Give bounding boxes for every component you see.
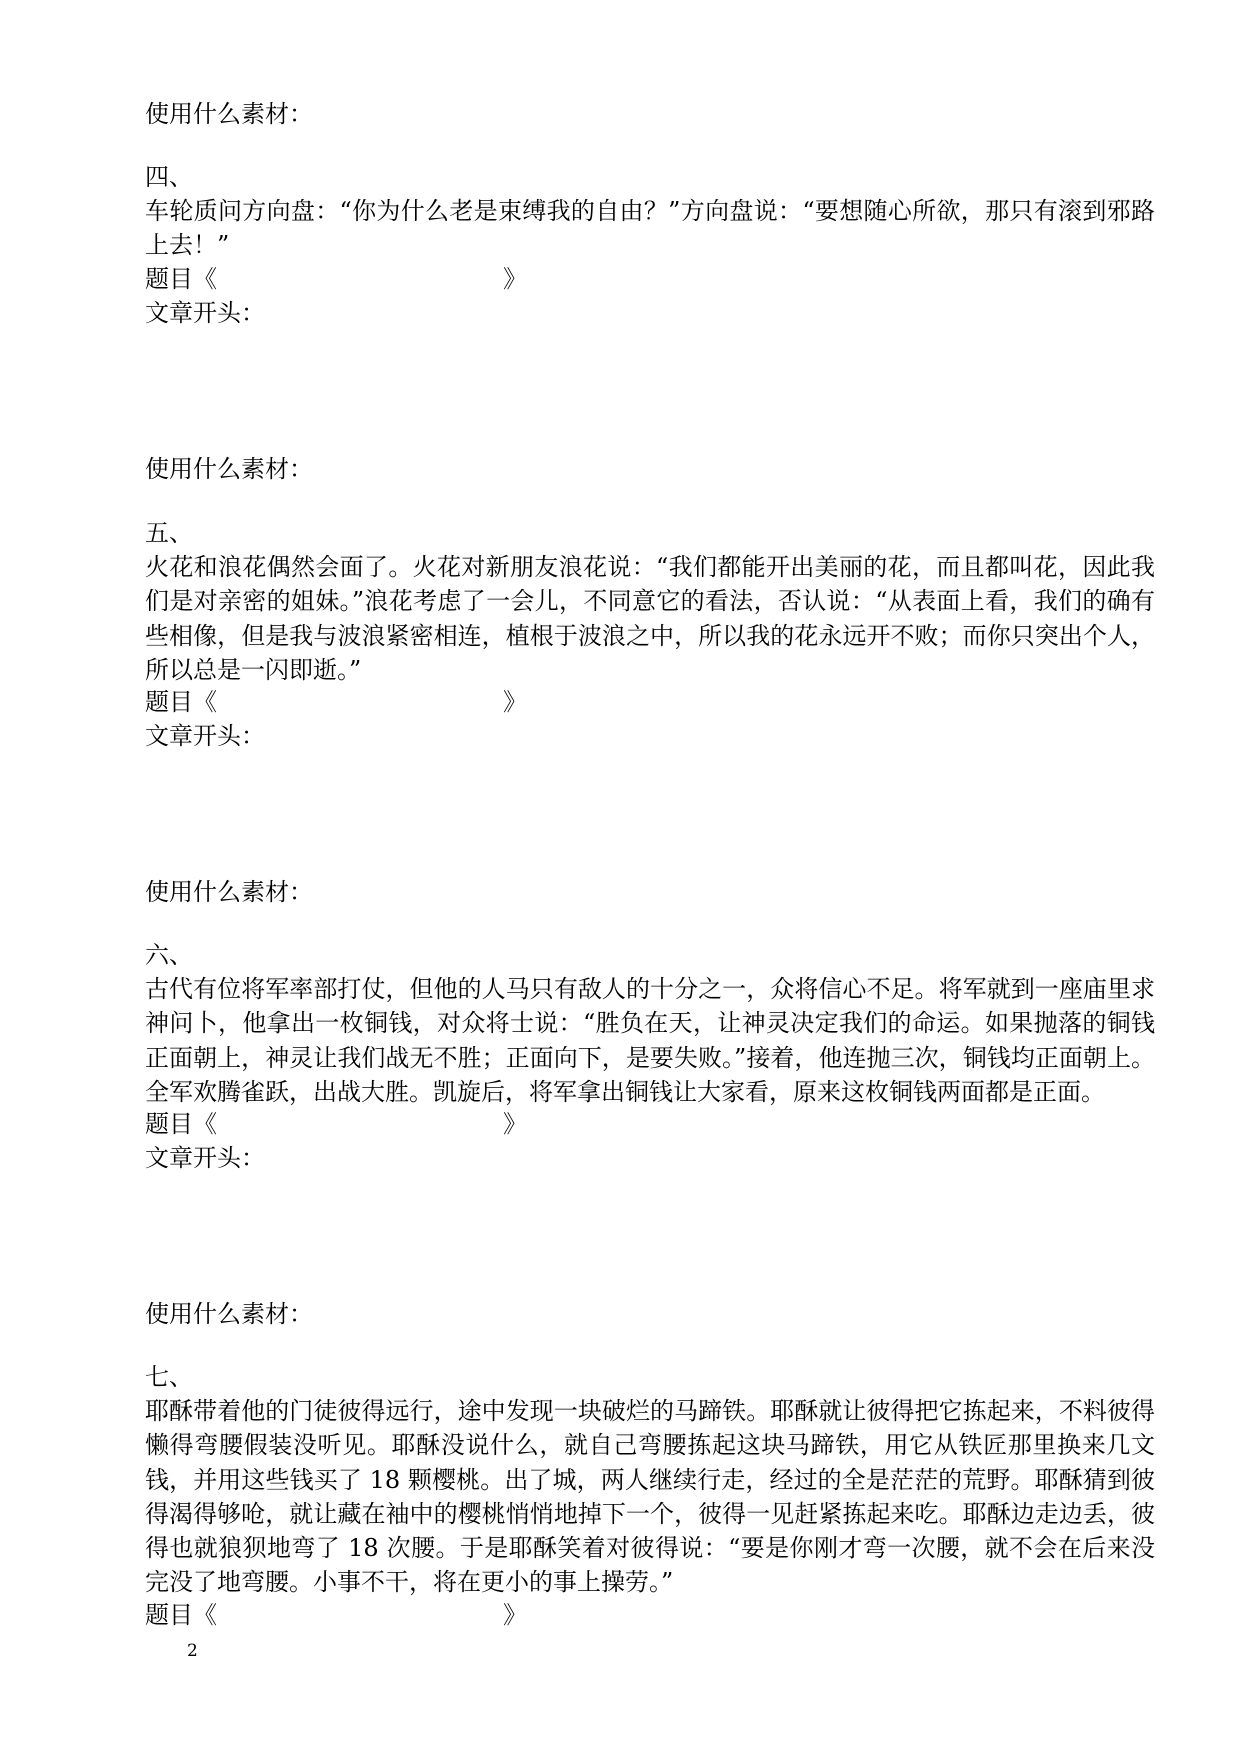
- material-label: 使用什么素材：: [145, 878, 313, 906]
- page-number: 2: [187, 1641, 198, 1661]
- section-body-five: 火花和浪花偶然会面了。火花对新朋友浪花说：“我们都能开出美丽的花，而且都叫花，因此我们是对亲密的姐妹。”浪花考虑了一会儿，不同意它的看法，否认说：“从表面上看，我们的确有些相像，但是我与波浪紧密相连，植根于波浪之中，所以我的花永远开不败；而你只突出个人，所以总是一闪即逝。”: [145, 553, 1155, 684]
- material-label: 使用什么素材：: [145, 455, 313, 483]
- section-body-seven: 耶酥带着他的门徒彼得远行，途中发现一块破烂的马蹄铁。耶酥就让彼得把它拣起来，不料彼得懒得弯腰假装没听见。耶酥没说什么，就自己弯腰拣起这块马蹄铁，用它从铁匠那里换来几文钱，并用这些钱买了 18 颗樱桃。出了城，两人继续行走，经过的全是茫茫的荒野。耶酥猜到彼得渴得够呛，就让藏在袖中的樱桃悄悄地掉下一个，彼得一见赶紧拣起来吃。耶酥边走边丢，彼得也就狼狈地弯了 18 次腰。于是耶酥笑着对彼得说：“要是你刚才弯一次腰，就不会在后来没完没了地弯腰。小事不干，将在更小的事上操劳。”: [145, 1397, 1155, 1597]
- section-heading-seven: 七、: [145, 1363, 193, 1391]
- title-label: 题目《: [145, 1110, 217, 1138]
- title-label: 题目《: [145, 688, 217, 716]
- title-label: 题目《: [145, 265, 217, 293]
- section-body-six: 古代有位将军率部打仗，但他的人马只有敌人的十分之一，众将信心不足。将军就到一座庙里求神问卜，他拿出一枚铜钱，对众将士说：“胜负在天，让神灵决定我们的命运。如果抛落的铜钱正面朝上，神灵让我们战无不胜；正面向下，是要失败。”接着，他连抛三次，铜钱均正面朝上。全军欢腾雀跃，出战大胜。凯旋后，将军拿出铜钱让大家看，原来这枚铜钱两面都是正面。: [145, 975, 1155, 1106]
- section-heading-four: 四、: [145, 163, 193, 191]
- title-close-mark: 》: [503, 265, 527, 293]
- title-close-mark: 》: [503, 688, 527, 716]
- material-label: 使用什么素材：: [145, 100, 313, 128]
- title-label: 题目《: [145, 1601, 217, 1629]
- title-close-mark: 》: [503, 1601, 527, 1629]
- opening-label: 文章开头：: [145, 299, 265, 327]
- section-heading-five: 五、: [145, 519, 193, 547]
- section-heading-six: 六、: [145, 941, 193, 969]
- title-close-mark: 》: [503, 1110, 527, 1138]
- opening-label: 文章开头：: [145, 722, 265, 750]
- section-body-four: 车轮质问方向盘：“你为什么老是束缚我的自由？”方向盘说：“要想随心所欲，那只有滚到邪路上去！”: [145, 197, 1155, 260]
- material-label: 使用什么素材：: [145, 1300, 313, 1328]
- opening-label: 文章开头：: [145, 1144, 265, 1172]
